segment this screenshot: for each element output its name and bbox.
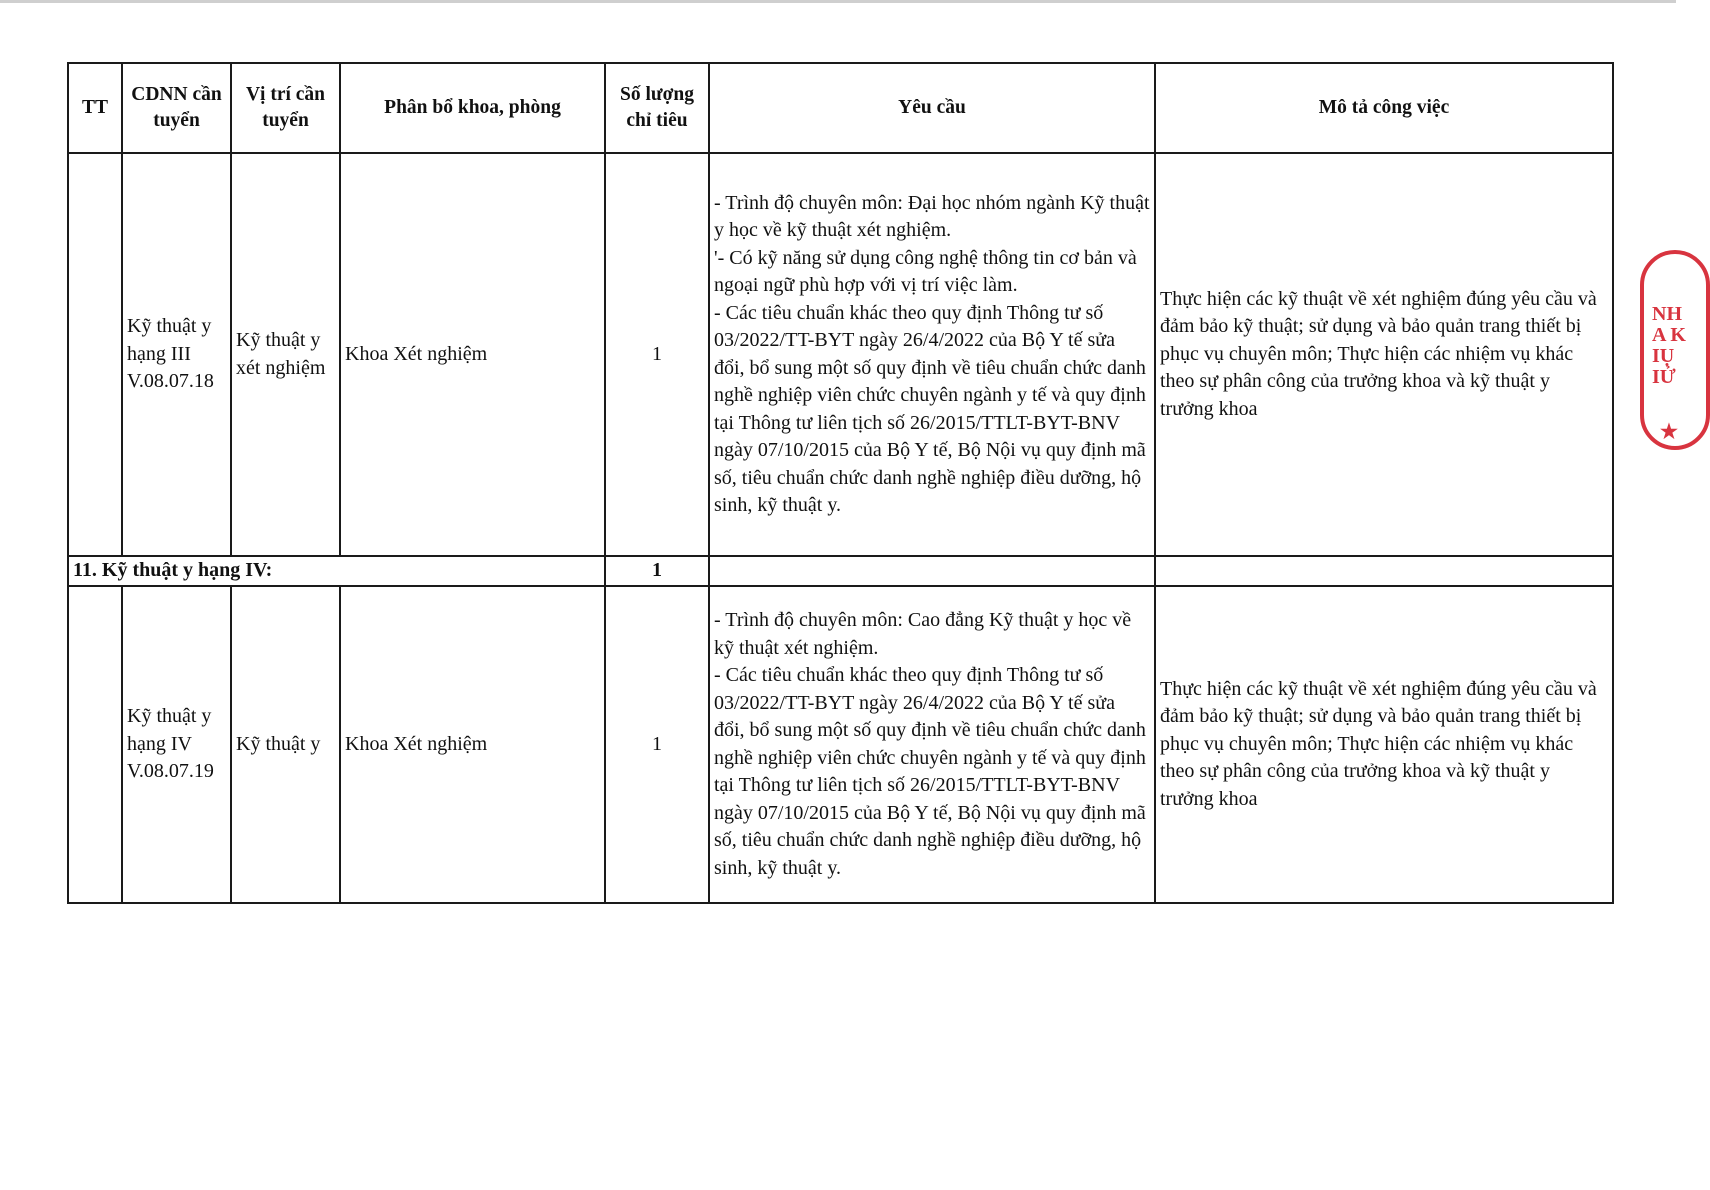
header-tt: TT	[68, 63, 122, 153]
table-row	[68, 153, 1613, 556]
requirement-line: '- Có kỹ năng sử dụng công nghệ thông tin cơ bản và ngoại ngữ phù hợp với vị trí việc làm.	[714, 246, 1137, 296]
header-row	[68, 63, 1613, 153]
stamp-line: NH	[1652, 303, 1682, 325]
cell-mota: Thực hiện các kỹ thuật về xét nghiệm đúng yêu cầu và đảm bảo kỹ thuật; sử dụng và bảo quản trang thiết bị phục vụ chuyên môn; Thực hiện các nhiệm vụ khác theo sự phân công của trưởng khoa và kỹ thuật y trưởng khoa	[1155, 153, 1613, 556]
section-count: 1	[605, 556, 709, 586]
cell-mota: Thực hiện các kỹ thuật về xét nghiệm đúng yêu cầu và đảm bảo kỹ thuật; sử dụng và bảo quản trang thiết bị phục vụ chuyên môn; Thực hiện các nhiệm vụ khác theo sự phân công của trưởng khoa và kỹ thuật y trưởng khoa	[1155, 586, 1613, 903]
cell-vitri: Kỹ thuật y	[231, 586, 340, 903]
header-cdnn: CDNN cần tuyển	[122, 63, 231, 153]
cell-yeucau	[709, 153, 1155, 556]
header-vitri: Vị trí cần tuyển	[231, 63, 340, 153]
section-row	[68, 556, 1613, 586]
cell-soluong: 1	[605, 586, 709, 903]
red-stamp	[1640, 250, 1710, 450]
requirement-line: - Trình độ chuyên môn: Cao đẳng Kỹ thuật y học về kỹ thuật xét nghiệm.	[714, 609, 1132, 659]
header-phanbo: Phân bổ khoa, phòng	[340, 63, 605, 153]
cell-cdnn: Kỹ thuật y hạng IV V.08.07.19	[122, 586, 231, 903]
star-icon: ★	[1660, 421, 1678, 443]
scan-edge	[0, 0, 1676, 3]
stamp-line: A K	[1652, 324, 1686, 346]
cell-vitri: Kỹ thuật y xét nghiệm	[231, 153, 340, 556]
table-row	[68, 586, 1613, 903]
cell-tt	[68, 153, 122, 556]
header-yeucau: Yêu cầu	[709, 63, 1155, 153]
section-label: 11. Kỹ thuật y hạng IV:	[68, 556, 605, 586]
stamp-line: IỤ	[1652, 345, 1675, 367]
recruitment-table	[67, 62, 1614, 904]
requirement-line: - Trình độ chuyên môn: Đại học nhóm ngành Kỹ thuật y học về kỹ thuật xét nghiệm.	[714, 191, 1150, 241]
cell-tt	[68, 586, 122, 903]
cell-phanbo: Khoa Xét nghiệm	[340, 586, 605, 903]
requirement-line: - Các tiêu chuẩn khác theo quy định Thông tư số 03/2022/TT-BYT ngày 26/4/2022 của Bộ Y tế sửa đổi, bổ sung một số quy định về tiêu chuẩn chức danh nghề nghiệp viên chức chuyên ngành y tế và quy định tại Thông tư liên tịch số 26/2015/TTLT-BYT-BNV ngày 07/10/2015 của Bộ Y tế, Bộ Nội vụ quy định mã số, tiêu chuẩn chức danh nghề nghiệp điều dưỡng, hộ sinh, kỹ thuật y.	[714, 664, 1146, 879]
stamp-text	[1652, 304, 1686, 388]
header-mota: Mô tả công việc	[1155, 63, 1613, 153]
requirement-line: - Các tiêu chuẩn khác theo quy định Thông tư số 03/2022/TT-BYT ngày 26/4/2022 của Bộ Y tế sửa đổi, bổ sung một số quy định về tiêu chuẩn chức danh nghề nghiệp viên chức chuyên ngành y tế và quy định tại Thông tư liên tịch số 26/2015/TTLT-BYT-BNV ngày 07/10/2015 của Bộ Y tế, Bộ Nội vụ quy định mã số, tiêu chuẩn chức danh nghề nghiệp điều dưỡng, hộ sinh, kỹ thuật y.	[714, 301, 1146, 516]
stamp-line: IỬ	[1652, 366, 1676, 388]
cell-empty	[1155, 556, 1613, 586]
header-soluong: Số lượng chỉ tiêu	[605, 63, 709, 153]
cell-soluong: 1	[605, 153, 709, 556]
cell-yeucau	[709, 586, 1155, 903]
cell-empty	[709, 556, 1155, 586]
cell-cdnn: Kỹ thuật y hạng III V.08.07.18	[122, 153, 231, 556]
cell-phanbo: Khoa Xét nghiệm	[340, 153, 605, 556]
